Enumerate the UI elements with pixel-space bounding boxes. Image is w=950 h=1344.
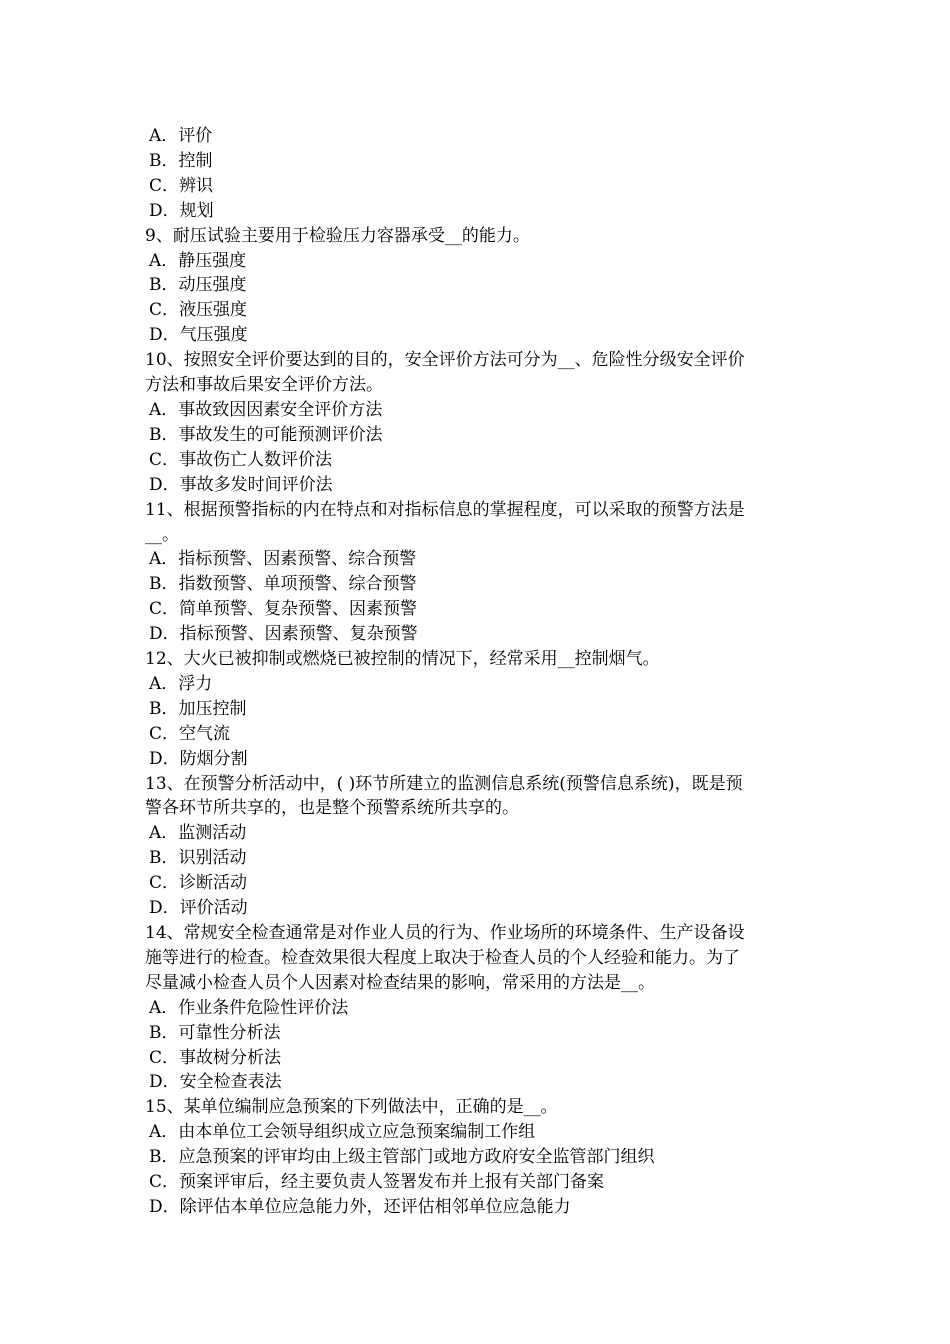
answer-option: B．识别活动	[149, 848, 247, 869]
answer-option: B．控制	[149, 150, 213, 171]
answer-option: D．除评估本单位应急能力外，还评估相邻单位应急能力	[149, 1196, 571, 1217]
document-page	[145, 124, 817, 1220]
question-text: 施等进行的检查。检查效果很大程度上取决于检查人员的个人经验和能力。为了	[145, 947, 740, 968]
answer-option: C．简单预警、复杂预警、因素预警	[149, 599, 418, 620]
answer-option: C．事故伤亡人数评价法	[149, 449, 333, 470]
answer-option: A．作业条件危险性评价法	[149, 997, 349, 1018]
answer-option: B．应急预案的评审均由上级主管部门或地方政府安全监管部门组织	[149, 1147, 655, 1168]
answer-option: D．防烟分割	[149, 748, 248, 769]
answer-option: D．规划	[149, 200, 214, 221]
answer-option: B．事故发生的可能预测评价法	[149, 424, 383, 445]
answer-option: A．静压强度	[149, 250, 247, 271]
answer-option: A．由本单位工会领导组织成立应急预案编制工作组	[149, 1122, 536, 1143]
answer-option: C．辨识	[149, 175, 214, 196]
answer-option: B．可靠性分析法	[149, 1022, 281, 1043]
answer-option: C．空气流	[149, 723, 231, 744]
answer-option: A．浮力	[149, 673, 213, 694]
question-text: 尽量减小检查人员个人因素对检查结果的影响，常采用的方法是__。	[145, 972, 655, 993]
answer-option: A．事故致因因素安全评价方法	[149, 399, 383, 420]
question-text: 9、耐压试验主要用于检验压力容器承受__的能力。	[145, 225, 530, 246]
answer-option: D．事故多发时间评价法	[149, 474, 333, 495]
question-text: __。	[145, 524, 179, 545]
question-text: 12、大火已被抑制或燃烧已被控制的情况下，经常采用__控制烟气。	[145, 649, 660, 670]
answer-option: C．事故树分析法	[149, 1047, 282, 1068]
answer-option: B．加压控制	[149, 698, 247, 719]
answer-option: A．评价	[149, 126, 213, 146]
question-text: 10、按照安全评价要达到的目的，安全评价方法可分为__、危险性分级安全评价	[145, 350, 745, 371]
question-text: 11、根据预警指标的内在特点和对指标信息的掌握程度，可以采取的预警方法是	[145, 499, 745, 520]
answer-option: B．指数预警、单项预警、综合预警	[149, 574, 417, 595]
answer-option: C．诊断活动	[149, 873, 248, 894]
question-text: 警各环节所共享的，也是整个预警系统所共享的。	[145, 798, 519, 819]
answer-option: D．指标预警、因素预警、复杂预警	[149, 624, 418, 645]
answer-option: C．预案评审后，经主要负责人签署发布并上报有关部门备案	[149, 1172, 605, 1193]
answer-option: A．指标预警、因素预警、综合预警	[149, 549, 417, 570]
question-text: 方法和事故后果安全评价方法。	[145, 375, 383, 396]
answer-option: D．评价活动	[149, 898, 248, 919]
question-text: 13、在预警分析活动中，( )环节所建立的监测信息系统(预警信息系统)，既是预	[145, 773, 743, 794]
question-text: 14、常规安全检查通常是对作业人员的行为、作业场所的环境条件、生产设备设	[145, 923, 745, 943]
answer-option: A．监测活动	[149, 823, 247, 844]
answer-option: D．安全检查表法	[149, 1072, 282, 1093]
answer-option: C．液压强度	[149, 300, 248, 321]
question-text: 15、某单位编制应急预案的下列做法中，正确的是__。	[145, 1097, 558, 1118]
answer-option: B．动压强度	[149, 275, 247, 296]
answer-option: D．气压强度	[149, 325, 248, 346]
